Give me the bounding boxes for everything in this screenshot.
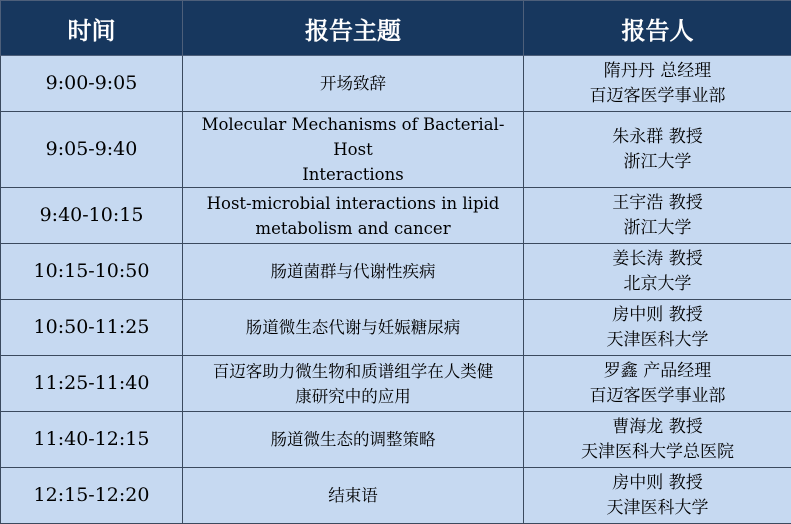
session-topic <box>183 356 524 412</box>
session-topic <box>183 412 524 468</box>
session-topic <box>183 468 524 524</box>
speaker-name: 罗鑫 产品经理 <box>530 359 785 384</box>
topic-line: 开场致辞 <box>189 71 517 96</box>
speaker-name: 隋丹丹 总经理 <box>530 59 785 84</box>
speaker-name: 王宇浩 教授 <box>530 191 785 216</box>
topic-line: 肠道微生态代谢与妊娠糖尿病 <box>189 315 517 340</box>
topic-line: Interactions <box>189 162 517 187</box>
header-speaker: 报告人 <box>524 1 791 56</box>
session-time: 10:15-10:50 <box>1 244 183 300</box>
topic-line: 百迈客助力微生物和质谱组学在人类健 <box>189 359 517 384</box>
topic-line: 肠道微生态的调整策略 <box>189 427 517 452</box>
table-row <box>1 468 791 524</box>
speaker-name: 朱永群 教授 <box>530 125 785 150</box>
session-time: 9:00-9:05 <box>1 56 183 112</box>
session-time: 11:40-12:15 <box>1 412 183 468</box>
table-row <box>1 412 791 468</box>
topic-line: 康研究中的应用 <box>189 384 517 409</box>
table-row <box>1 356 791 412</box>
session-topic <box>183 112 524 188</box>
header-row <box>1 1 791 56</box>
session-time: 11:25-11:40 <box>1 356 183 412</box>
speaker-name: 曹海龙 教授 <box>530 415 785 440</box>
speaker-affiliation: 天津医科大学 <box>530 496 785 521</box>
session-time: 12:15-12:20 <box>1 468 183 524</box>
topic-line: Host-microbial interactions in lipid <box>189 191 517 216</box>
session-speaker <box>524 356 791 412</box>
session-speaker <box>524 188 791 244</box>
session-topic <box>183 300 524 356</box>
session-speaker <box>524 56 791 112</box>
speaker-affiliation: 北京大学 <box>530 272 785 297</box>
table-row <box>1 244 791 300</box>
agenda-header <box>1 1 791 56</box>
speaker-affiliation: 百迈客医学事业部 <box>530 384 785 409</box>
speaker-affiliation: 浙江大学 <box>530 150 785 175</box>
speaker-affiliation: 浙江大学 <box>530 216 785 241</box>
session-speaker <box>524 300 791 356</box>
session-topic <box>183 188 524 244</box>
speaker-affiliation: 天津医科大学总医院 <box>530 440 785 465</box>
session-time: 10:50-11:25 <box>1 300 183 356</box>
table-row <box>1 56 791 112</box>
session-time: 9:05-9:40 <box>1 112 183 188</box>
table-row <box>1 300 791 356</box>
session-speaker <box>524 468 791 524</box>
speaker-affiliation: 天津医科大学 <box>530 328 785 353</box>
session-speaker <box>524 412 791 468</box>
speaker-name: 房中则 教授 <box>530 303 785 328</box>
topic-line: 肠道菌群与代谢性疾病 <box>189 259 517 284</box>
speaker-affiliation: 百迈客医学事业部 <box>530 84 785 109</box>
header-time: 时间 <box>1 1 183 56</box>
session-topic <box>183 244 524 300</box>
speaker-name: 房中则 教授 <box>530 471 785 496</box>
agenda-body <box>1 56 791 524</box>
topic-line: metabolism and cancer <box>189 216 517 241</box>
session-topic <box>183 56 524 112</box>
table-row <box>1 188 791 244</box>
speaker-name: 姜长涛 教授 <box>530 247 785 272</box>
table-row <box>1 112 791 188</box>
session-speaker <box>524 112 791 188</box>
topic-line: 结束语 <box>189 483 517 508</box>
session-time: 9:40-10:15 <box>1 188 183 244</box>
header-topic: 报告主题 <box>183 1 524 56</box>
topic-line: Molecular Mechanisms of Bacterial-Host <box>189 112 517 162</box>
session-speaker <box>524 244 791 300</box>
